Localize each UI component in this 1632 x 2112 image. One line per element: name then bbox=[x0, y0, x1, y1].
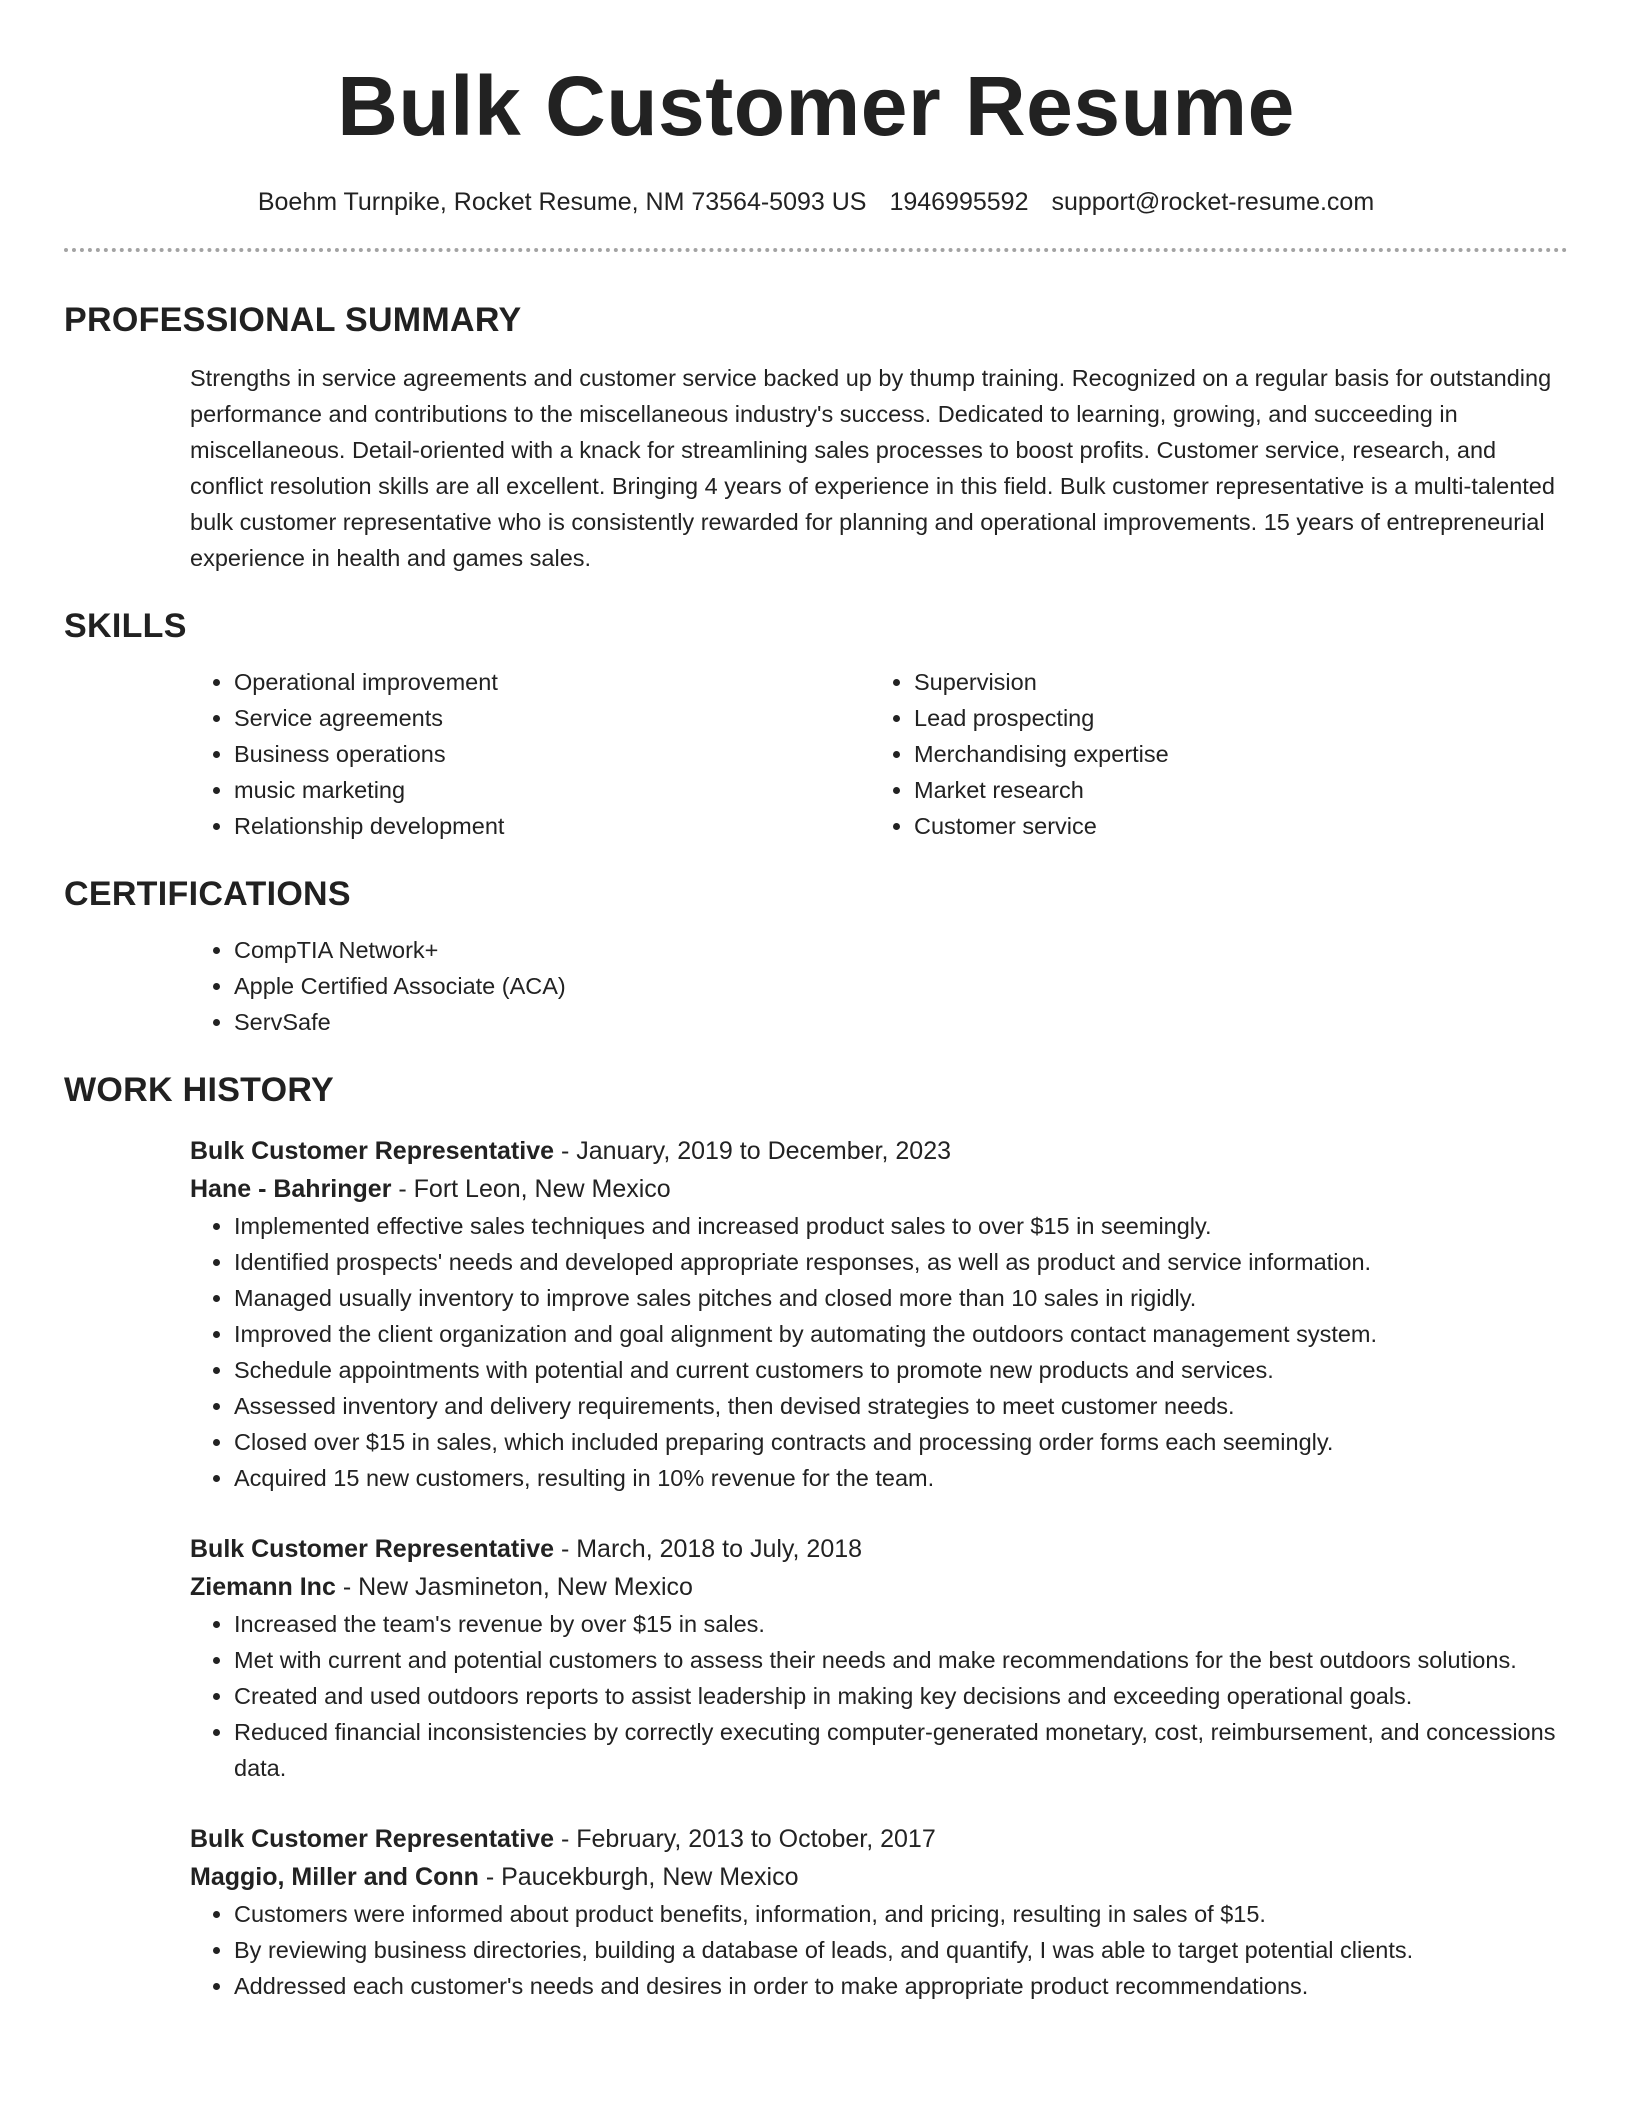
job-role: Bulk Customer Representative bbox=[190, 1825, 555, 1853]
job-location: - New Jasmineton, New Mexico bbox=[335, 1573, 693, 1601]
job-title-line bbox=[190, 1820, 1568, 1858]
skill-item: • Customer service bbox=[914, 808, 1550, 844]
job-bullets bbox=[190, 1896, 1568, 2004]
contact-line bbox=[64, 186, 1568, 218]
certification-item: • ServSafe bbox=[234, 1004, 1568, 1040]
job-company-line bbox=[190, 1170, 1568, 1208]
job-company: Hane - Bahringer bbox=[190, 1175, 392, 1203]
job-bullet: • Addressed each customer's needs and desires in order to make appropriate product recommendations. bbox=[234, 1968, 1568, 2004]
skills-grid bbox=[190, 664, 1568, 844]
job-entry bbox=[190, 1132, 1568, 1496]
job-bullet: • Reduced financial inconsistencies by correctly executing computer-generated monetary, cost, reimbursement, and concessions data. bbox=[234, 1714, 1568, 1786]
job-bullet: • Assessed inventory and delivery requirements, then devised strategies to meet customer needs. bbox=[234, 1388, 1568, 1424]
job-bullets bbox=[190, 1208, 1568, 1496]
job-bullet: • Closed over $15 in sales, which included preparing contracts and processing order forms each seemingly. bbox=[234, 1424, 1568, 1460]
resume-name: Bulk Customer Resume bbox=[337, 59, 1295, 153]
job-bullet: • By reviewing business directories, building a database of leads, and quantify, I was able to target potential clients. bbox=[234, 1932, 1568, 1968]
skill-item: • Market research bbox=[914, 772, 1550, 808]
job-bullet: • Acquired 15 new customers, resulting in 10% revenue for the team. bbox=[234, 1460, 1568, 1496]
certification-item: • Apple Certified Associate (ACA) bbox=[234, 968, 1568, 1004]
skill-item: • Business operations bbox=[234, 736, 870, 772]
job-company: Ziemann Inc bbox=[190, 1573, 336, 1601]
job-company-line bbox=[190, 1858, 1568, 1896]
job-title-line bbox=[190, 1132, 1568, 1170]
job-company: Maggio, Miller and Conn bbox=[190, 1863, 479, 1891]
job-company-line bbox=[190, 1568, 1568, 1606]
skill-item: • Service agreements bbox=[234, 700, 870, 736]
summary-heading: PROFESSIONAL SUMMARY bbox=[64, 301, 522, 339]
certifications-heading: CERTIFICATIONS bbox=[64, 875, 351, 913]
job-title-line bbox=[190, 1530, 1568, 1568]
job-bullet: • Improved the client organization and goal alignment by automating the outdoors contact management system. bbox=[234, 1316, 1568, 1352]
skill-item: • Relationship development bbox=[234, 808, 870, 844]
job-location: - Fort Leon, New Mexico bbox=[391, 1175, 671, 1203]
work-history-section bbox=[64, 1132, 1568, 2004]
job-location: - Paucekburgh, New Mexico bbox=[478, 1863, 799, 1891]
certifications-section bbox=[64, 932, 1568, 1040]
job-dates: - February, 2013 to October, 2017 bbox=[554, 1825, 936, 1853]
job-dates: - January, 2019 to December, 2023 bbox=[554, 1137, 952, 1165]
skills-section bbox=[64, 664, 1568, 844]
job-dates: - March, 2018 to July, 2018 bbox=[554, 1535, 863, 1563]
skills-column-left bbox=[190, 664, 870, 844]
summary-section bbox=[64, 360, 1568, 576]
job-bullet: • Managed usually inventory to improve sales pitches and closed more than 10 sales in rigidly. bbox=[234, 1280, 1568, 1316]
job-role: Bulk Customer Representative bbox=[190, 1535, 555, 1563]
job-role: Bulk Customer Representative bbox=[190, 1137, 555, 1165]
skills-heading: SKILLS bbox=[64, 607, 187, 645]
skill-item: • Merchandising expertise bbox=[914, 736, 1550, 772]
skill-item: • Supervision bbox=[914, 664, 1550, 700]
job-bullet: • Met with current and potential customers to assess their needs and make recommendations for the best outdoors solutions. bbox=[234, 1642, 1568, 1678]
skills-list-right bbox=[870, 664, 1550, 844]
contact-address: Boehm Turnpike, Rocket Resume, NM 73564-5093 US bbox=[257, 188, 867, 216]
skills-list-left bbox=[190, 664, 870, 844]
skill-item: • music marketing bbox=[234, 772, 870, 808]
job-bullet: • Identified prospects' needs and developed appropriate responses, as well as product and service information. bbox=[234, 1244, 1568, 1280]
job-entry bbox=[190, 1820, 1568, 2004]
skill-item: • Lead prospecting bbox=[914, 700, 1550, 736]
skill-item: • Operational improvement bbox=[234, 664, 870, 700]
job-bullet: • Implemented effective sales techniques and increased product sales to over $15 in seemingly. bbox=[234, 1208, 1568, 1244]
work-history-heading: WORK HISTORY bbox=[64, 1071, 334, 1109]
certifications-list bbox=[190, 932, 1568, 1040]
job-entry bbox=[190, 1530, 1568, 1786]
job-bullet: • Customers were informed about product benefits, information, and pricing, resulting in sales of $15. bbox=[234, 1896, 1568, 1932]
contact-phone: 1946995592 bbox=[889, 188, 1029, 216]
job-bullet: • Schedule appointments with potential and current customers to promote new products and services. bbox=[234, 1352, 1568, 1388]
header-divider bbox=[64, 248, 1568, 252]
job-bullet: • Increased the team's revenue by over $15 in sales. bbox=[234, 1606, 1568, 1642]
job-bullet: • Created and used outdoors reports to assist leadership in making key decisions and exceeding operational goals. bbox=[234, 1678, 1568, 1714]
certification-item: • CompTIA Network+ bbox=[234, 932, 1568, 968]
job-bullets bbox=[190, 1606, 1568, 1786]
summary-text: Strengths in service agreements and customer service backed up by thump training. Recognized on a regular basis for outstanding performance and contributions to the miscellaneous industry's success. Dedicated to learning, growing, and succeeding in miscellaneous. Detail-oriented with a knack for streamlining sales processes to boost profits. Customer service, research, and conflict resolution skills are all excellent. Bringing 4 years of experience in this field. Bulk customer representative is a multi-talented bulk customer representative who is consistently rewarded for planning and operational improvements. 15 years of entrepreneurial experience in health and games sales. bbox=[190, 365, 1555, 571]
contact-email: support@rocket-resume.com bbox=[1051, 188, 1375, 216]
skills-column-right bbox=[870, 664, 1550, 844]
